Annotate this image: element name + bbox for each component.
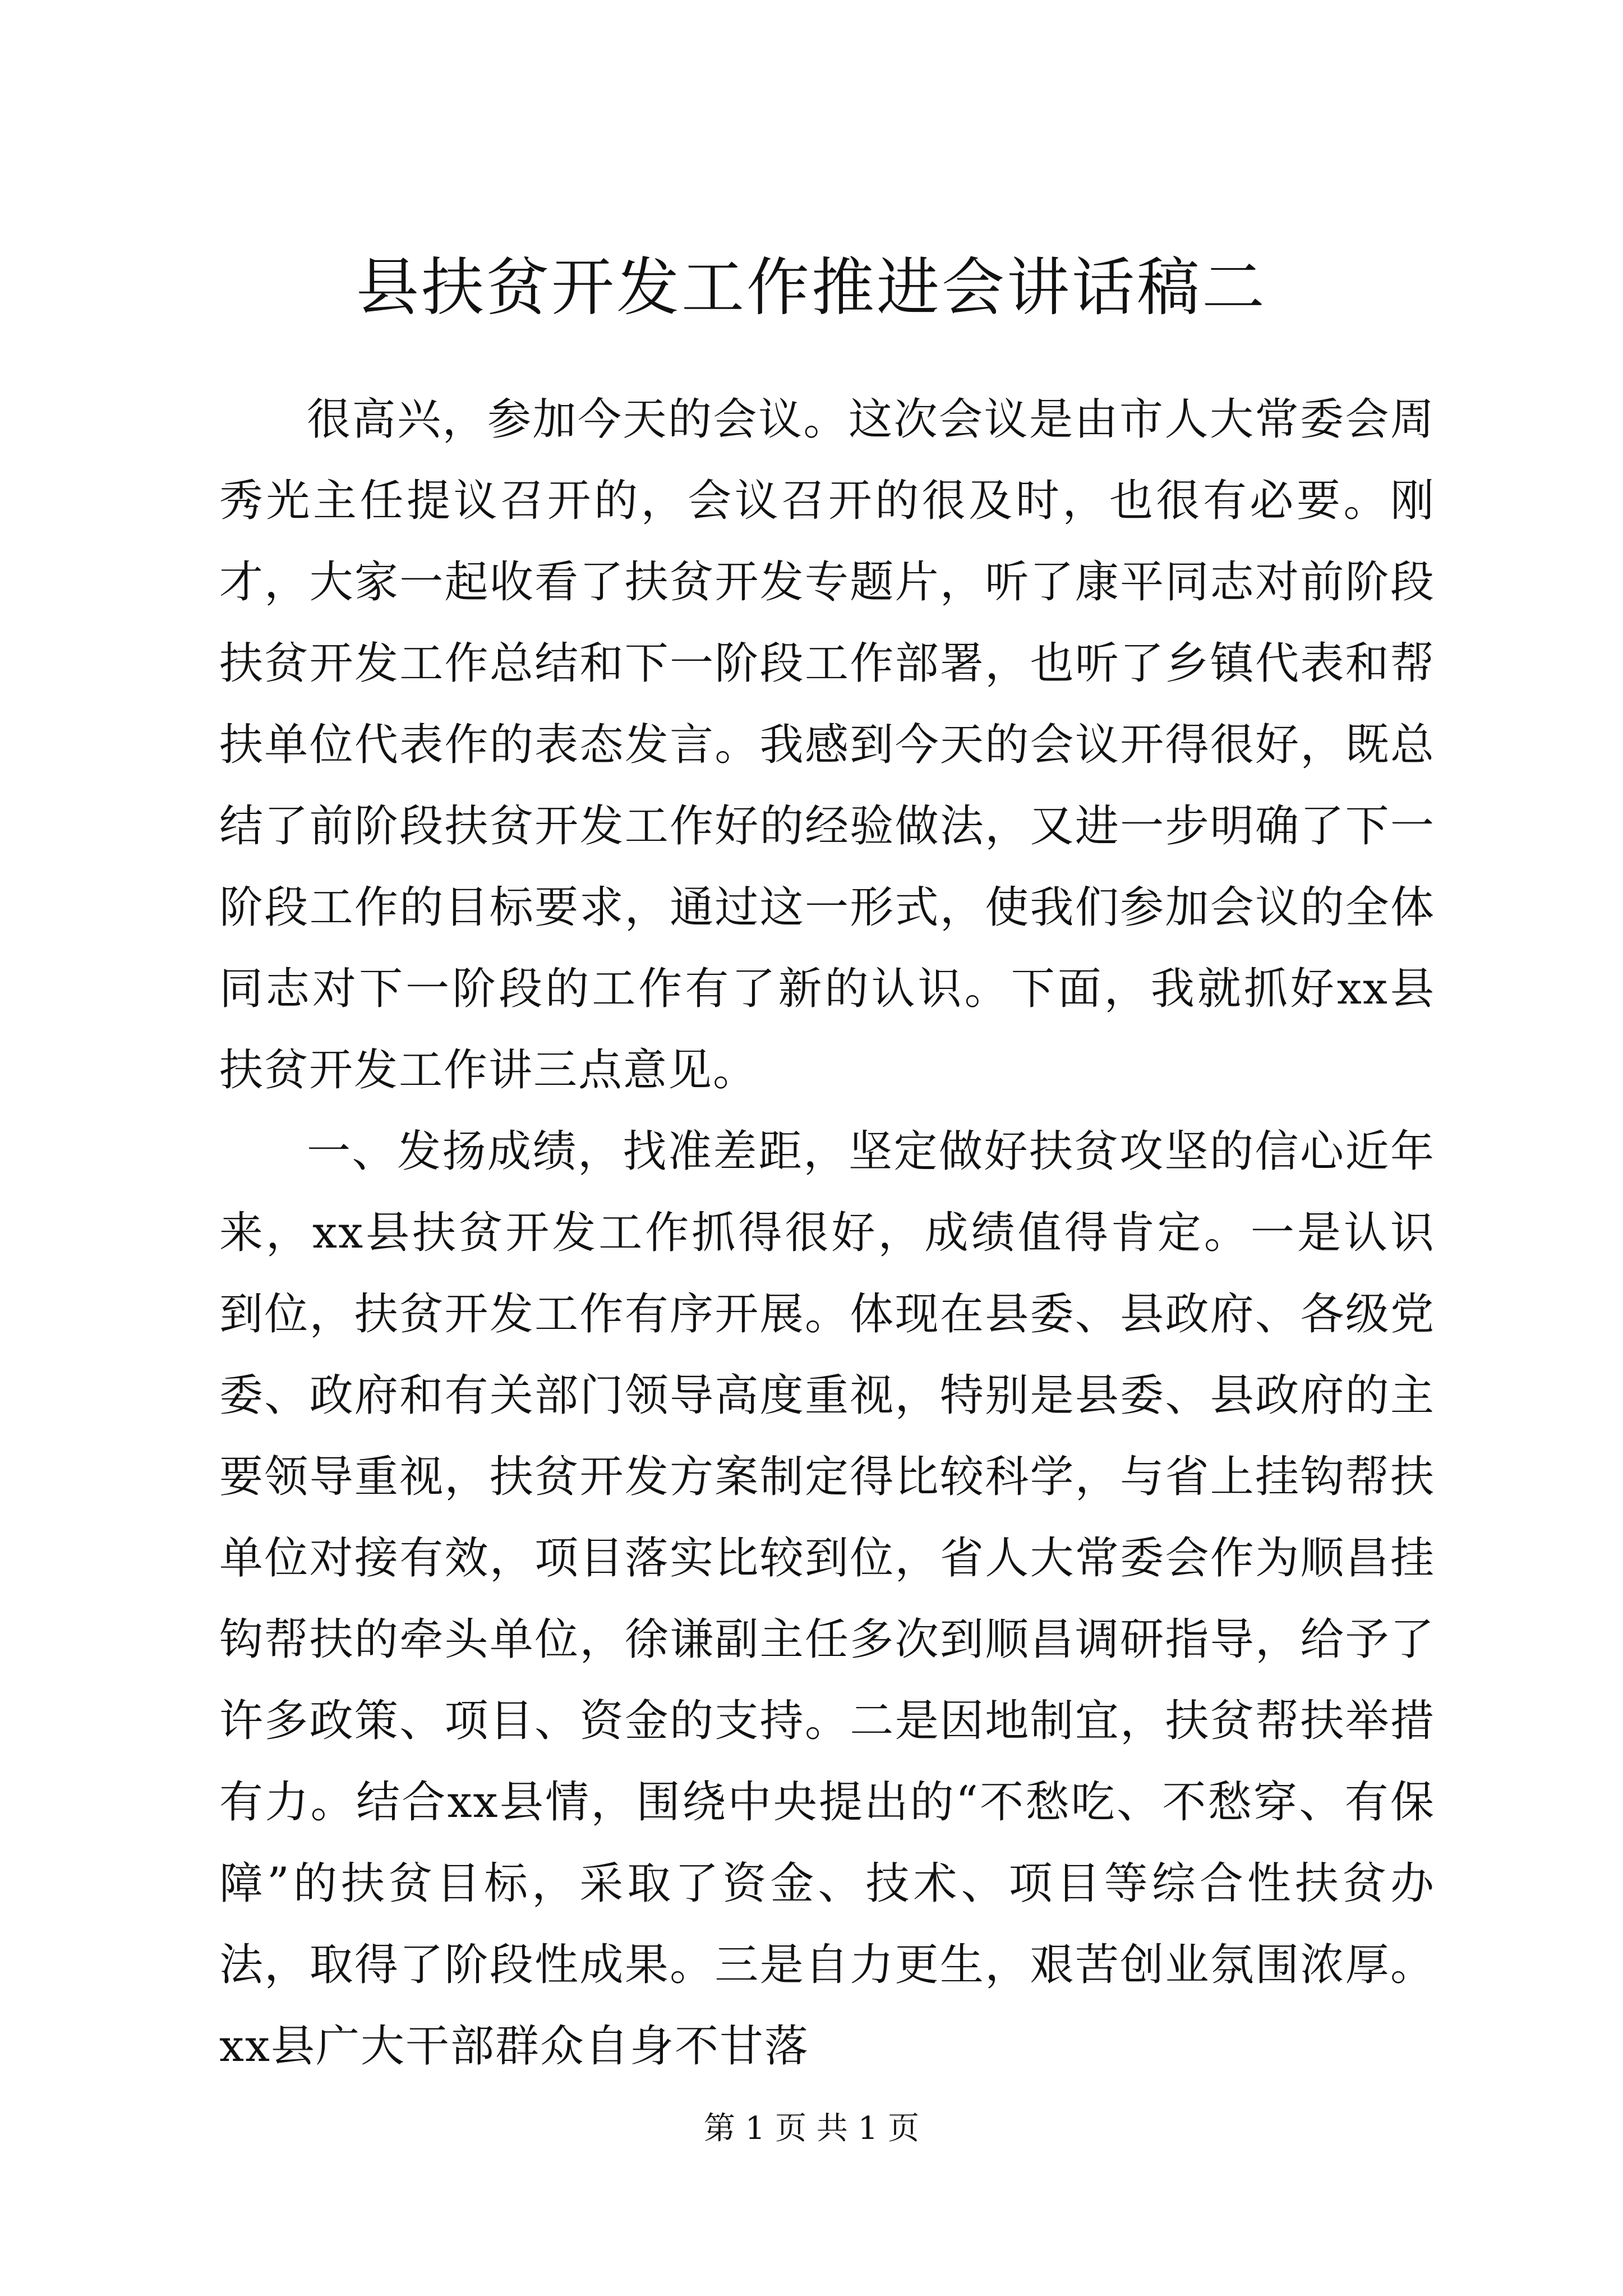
document-title: 县扶贫开发工作推进会讲话稿二 xyxy=(356,251,1267,324)
paragraph-section-one: 一、发扬成绩，找准差距，坚定做好扶贫攻坚的信心近年来，xx县扶贫开发工作抓得很好，成绩值得肯定。一是认识到位，扶贫开发工作有序开展。体现在县委、县政府、各级党委、政府和有关部门领导高度重视，特别是县委、县政府的主要领导重视，扶贫开发方案制定得比较科学，与省上挂钩帮扶单位对接有效，项目落实比较到位，省人大常委会作为顺昌挂钩帮扶的牵头单位，徐谦副主任多次到顺昌调研指导，给予了许多政策、项目、资金的支持。二是因地制宜，扶贫帮扶举措有力。结合xx县情，围绕中央提出的“不愁吃、不愁穿、有保障”的扶贫目标，采取了资金、技术、项目等综合性扶贫办法，取得了阶段性成果。三是自力更生，艰苦创业氛围浓厚。xx县广大干部群众自身不甘落 xyxy=(219,1126,1435,2072)
page-footer: 第 1 页 共 1 页 xyxy=(703,2110,920,2147)
document-body xyxy=(219,379,1435,2087)
paragraph-intro: 很高兴，参加今天的会议。这次会议是由市人大常委会周秀光主任提议召开的，会议召开的很及时，也很有必要。刚才，大家一起收看了扶贫开发专题片，听了康平同志对前阶段扶贫开发工作总结和下一阶段工作部署，也听了乡镇代表和帮扶单位代表作的表态发言。我感到今天的会议开得很好，既总结了前阶段扶贫开发工作好的经验做法，又进一步明确了下一阶段工作的目标要求，通过这一形式，使我们参加会议的全体同志对下一阶段的工作有了新的认识。下面，我就抓好xx县扶贫开发工作讲三点意见。 xyxy=(219,394,1435,1096)
